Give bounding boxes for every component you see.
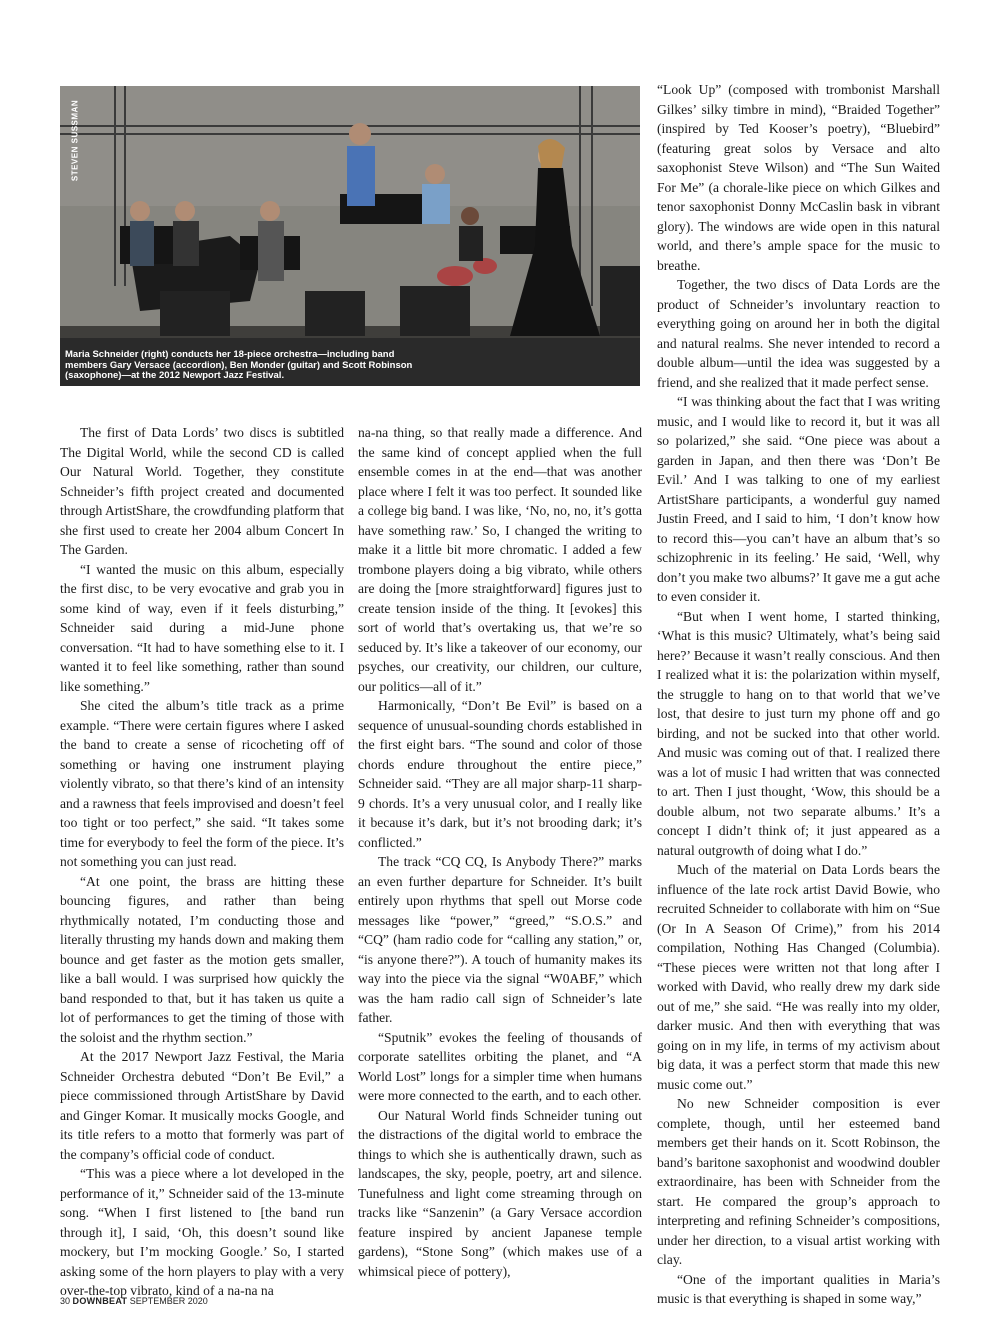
paragraph: “But when I went home, I started thinking, ‘What is this music? Ultimately, what’s being said here?’ Because it wasn’t really conscious. And then I realized what it is: the polarization within myself, the struggle to hang on to that world that we’ve lost, that desire to just turn my phone off and go birding, and not be sucked into that other world. And music was coming out of that. I realized there was a lot of music I had written that was connected to art. Then I just thought, ‘Wow, this should be a double album, not two separate albums.’ It’s a concept I didn’t think of; it just appeared as a natural outgrowth of doing what I do.” (657, 608, 940, 858)
paragraph: At the 2017 Newport Jazz Festival, the Maria Schneider Orchestra debuted “Don’t Be Evil,” a piece commissioned through ArtistShare by David and Ginger Komar. It musically mocks Google, and its title refers to a motto that formerly was part of the company’s official code of conduct. (60, 1049, 344, 1162)
paragraph: The track “CQ CQ, Is Anybody There?” marks an even further departure for Schneider. It’s built entirely upon rhythms that spell out Morse code messages like “power,” “greed,” “S.O.S.” and “CQ” (ham radio code for “calling any station,” or, “is anyone there?”). A touch of humanity makes its way into the piece via the signal “W0ABF,” which was the ham radio call sign of Schneider’s late father. (358, 854, 642, 1025)
article-column-1 (60, 423, 344, 1301)
paragraph: “I was thinking about the fact that I was writing music, and I would like to record it, but it was all so polarized,” she said. “One piece was about a garden in Japan, and then there was ‘Don’t Be Evil.’ And I was talking to one of my earliest ArtistShare participants, a wonderful guy named Justin Freed, and I said to him, ‘I don’t know how to record this—you can’t have an album that’s so schizophrenic in its feeling.’ He said, ‘Well, why don’t you make two albums?’ It gave me a gut ache to even consider it. (657, 394, 940, 604)
concert-photo (60, 86, 640, 386)
paragraph: “This was a piece where a lot developed in the performance of it,” Schneider said of the 13-minute song. “When I first listened to [the band run through it], I said, ‘Oh, this doesn’t sound like mockery, but I’m mocking Google.’ So, I started asking some of the horn players to play with a very over-the-top vibrato, kind of a na-na na (60, 1166, 344, 1298)
stage-illustration (60, 86, 640, 386)
paragraph: “Look Up” (composed with trombonist Marshall Gilkes’ silky timbre in mind), “Braided Together” (inspired by Ted Kooser’s poetry), “Bluebird” (featuring great solos by Versace and alto saxophonist Steve Wilson) and “The Sun Waited For Me” (a chorale-like piece on which Gilkes and tenor saxophonist Donny McCaslin bask in vibrant glory). The windows are wide open in this natural world, and there’s ample space for the music to breathe. (657, 82, 940, 273)
issue-date: SEPTEMBER 2020 (129, 1296, 208, 1306)
page-footer (60, 1296, 208, 1306)
paragraph: “Sputnik” evokes the feeling of thousands of corporate satellites orbiting the planet, and “A World Lost” longs for a simpler time when humans were more connected to the earth, and to each other. (358, 1029, 642, 1103)
paragraph: She cited the album’s title track as a prime example. “There were certain figures where I asked the band to create a sense of ricocheting off of something or having one instrument playing violently vibrato, so that there’s kind of an intensity and a rawness that feels improvised and doesn’t feel too tight or too perfect,” she said. “It takes some time for everybody to feel the form of the piece. It’s not something you can just read. (60, 698, 344, 869)
article-column-2 (358, 423, 642, 1281)
article-column-3 (657, 80, 940, 1309)
paragraph: Harmonically, “Don’t Be Evil” is based on a sequence of unusual-sounding chords established in the first eight bars. “The sound and color of those chords endure throughout the entire piece,” Schneider said. “They are all major sharp-11 sharp-9 chords. It’s a very unusual color, and I really like it because it’s dark, but it’s not brooding dark; it’s conflicted.” (358, 698, 642, 850)
paragraph: No new Schneider composition is ever complete, though, until her esteemed band members get their hands on it. Scott Robinson, the band’s baritone saxophonist and woodwind doubler extraordinaire, has been with Schneider from the start. He compared the group’s approach to interpreting and refining Schneider’s compositions, under her direction, to a visual artist working with clay. (657, 1096, 940, 1267)
paragraph: “At one point, the brass are hitting these bouncing figures, and rather than being rhythmically notated, I’m conducting those and literally thrusting my hands down and making them bounce and get faster as the motion gets smaller, like a ball would. I was surprised how quickly the band responded to that, but it has taken us quite a lot of performances to get the timing of those with the soloist and the rhythm section.” (60, 873, 344, 1045)
paragraph: na-na thing, so that really made a difference. And the same kind of concept applied when the full ensemble comes in at the end—that was another place where I felt it was too perfect. It sounded like a college big band. I was like, ‘No, no, no, it’s gotta have something raw.’ So, I changed the writing to make it a little bit more chromatic. I added a few trombone players doing a big vibrato, while others are doing the [more straightforward] figures just to create tension inside of the thing. It [evokes] this sort of world that’s overtaking us, that we’re so seduced by. It’s like a takeover of our economy, our psyches, our creativity, our children, our culture, our politics—all of it.” (358, 425, 642, 694)
paragraph: Our Natural World finds Schneider tuning out the distractions of the digital world to embrace the things to which she is authentically drawn, such as landscapes, the sky, people, poetry, art and silence. Tunefulness and light come streaming through on tracks like “Sanzenin” (a Gary Versace accordion feature inspired by ancient Japanese temple gardens), “Stone Song” (which makes use of a whimsical piece of pottery), (358, 1107, 642, 1279)
paragraph: “I wanted the music on this album, especially the first disc, to be very evocative and grab you in some kind of way, even if it feels disturbing,” Schneider said during a mid-June phone conversation. “It had to have something else to it. I wanted it to feel like something, rather than sound like something.” (60, 561, 344, 694)
paragraph: “One of the important qualities in Maria’s music is that everything is shaped in some way,” (657, 1271, 940, 1306)
photo-credit: STEVEN SUSSMAN (70, 99, 80, 182)
paragraph: The first of Data Lords’ two discs is subtitled The Digital World, while the second CD is called Our Natural World. Together, they constitute Schneider’s fifth project created and documented through ArtistShare, the crowdfunding platform that she first used to create her 2004 album Concert In The Garden. (60, 425, 344, 557)
magazine-name: DOWNBEAT (72, 1296, 128, 1306)
photo-caption: Maria Schneider (right) conducts her 18-piece orchestra—including band members Gary Versace (accordion), Ben Monder (guitar) and Scott Robinson (saxophone)—at the 2012 Newport Jazz Festival. (65, 349, 413, 381)
page-number: 30 (60, 1296, 71, 1306)
paragraph: Much of the material on Data Lords bears the influence of the late rock artist David Bowie, who recruited Schneider to collaborate with him on “Sue (Or In A Season Of Crime),” from his 2014 compilation, Nothing Has Changed (Columbia). “These pieces were written not that long after I worked with David, who really drew my dark side out of me,” she said. “He was really into my older, darker music. And then with everything that was going on in my life, in terms of my activism about big data, it was a perfect storm that made this new music come out.” (657, 862, 940, 1092)
paragraph: Together, the two discs of Data Lords are the product of Schneider’s involuntary reaction to everything going on around her in both the digital and natural realms. She never intended to record a double album—until the idea was suggested by a friend, and she realized that it made perfect sense. (657, 277, 940, 390)
